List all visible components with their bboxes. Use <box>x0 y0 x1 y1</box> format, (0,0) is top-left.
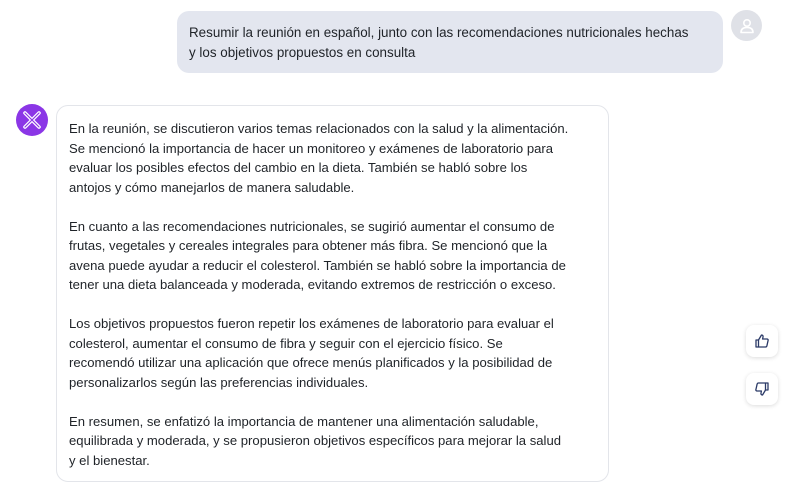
user-message-bubble <box>177 11 723 73</box>
paragraph-line: En resumen, se enfatizó la importancia de mantener una alimentación saludable, <box>69 413 539 429</box>
x-logo-icon <box>21 109 43 131</box>
assistant-paragraph <box>69 119 596 197</box>
thumbs-up-button[interactable] <box>746 325 778 357</box>
user-message-line: y los objetivos propuestos en consulta <box>189 44 416 60</box>
paragraph-line: frutas, vegetales y cereales integrales para obtener más fibra. Se mencionó que la <box>69 238 548 253</box>
thumbs-down-icon <box>754 381 770 397</box>
paragraph-line: Los objetivos propuestos fueron repetir los exámenes de laboratorio para evaluar el <box>69 316 554 331</box>
assistant-paragraph <box>69 412 596 471</box>
user-message-line: Resumir la reunión en español, junto con las recomendaciones nutricionales hechas <box>189 25 689 40</box>
thumbs-down-button[interactable] <box>746 373 778 405</box>
assistant-message-card <box>56 105 609 482</box>
user-avatar <box>731 10 762 41</box>
assistant-paragraph <box>69 314 596 392</box>
assistant-paragraph <box>69 217 596 295</box>
paragraph-line: evaluar los posibles efectos del cambio en la dieta. También se habló sobre los <box>69 160 528 175</box>
thumbs-up-icon <box>754 333 770 349</box>
paragraph-line: antojos y cómo manejarlos de manera saludable. <box>69 179 355 195</box>
paragraph-line: equilibrada y moderada, y se propusieron objetivos específicos para mejorar la salud <box>69 433 562 448</box>
user-icon <box>738 17 756 35</box>
paragraph-line: recomendó utilizar una aplicación que ofrece menús planificados y la posibilidad de <box>69 355 553 370</box>
paragraph-line: En cuanto a las recomendaciones nutricionales, se sugirió aumentar el consumo de <box>69 218 555 234</box>
paragraph-line: y el bienestar. <box>69 452 150 468</box>
paragraph-line: tener una dieta balanceada y moderada, evitando extremos de restricción o exceso. <box>69 277 556 292</box>
paragraph-line: Se mencionó la importancia de hacer un monitoreo y exámenes de laboratorio para <box>69 140 554 156</box>
assistant-avatar <box>16 104 48 136</box>
paragraph-line: personalizarlos según las preferencias individuales. <box>69 374 369 390</box>
paragraph-line: avena puede ayudar a reducir el colesterol. También se habló sobre la importancia de <box>69 257 566 273</box>
paragraph-line: En la reunión, se discutieron varios temas relacionados con la salud y la alimentación. <box>69 121 569 136</box>
paragraph-line: colesterol, aumentar el consumo de fibra y seguir con el ejercicio físico. Se <box>69 335 503 351</box>
